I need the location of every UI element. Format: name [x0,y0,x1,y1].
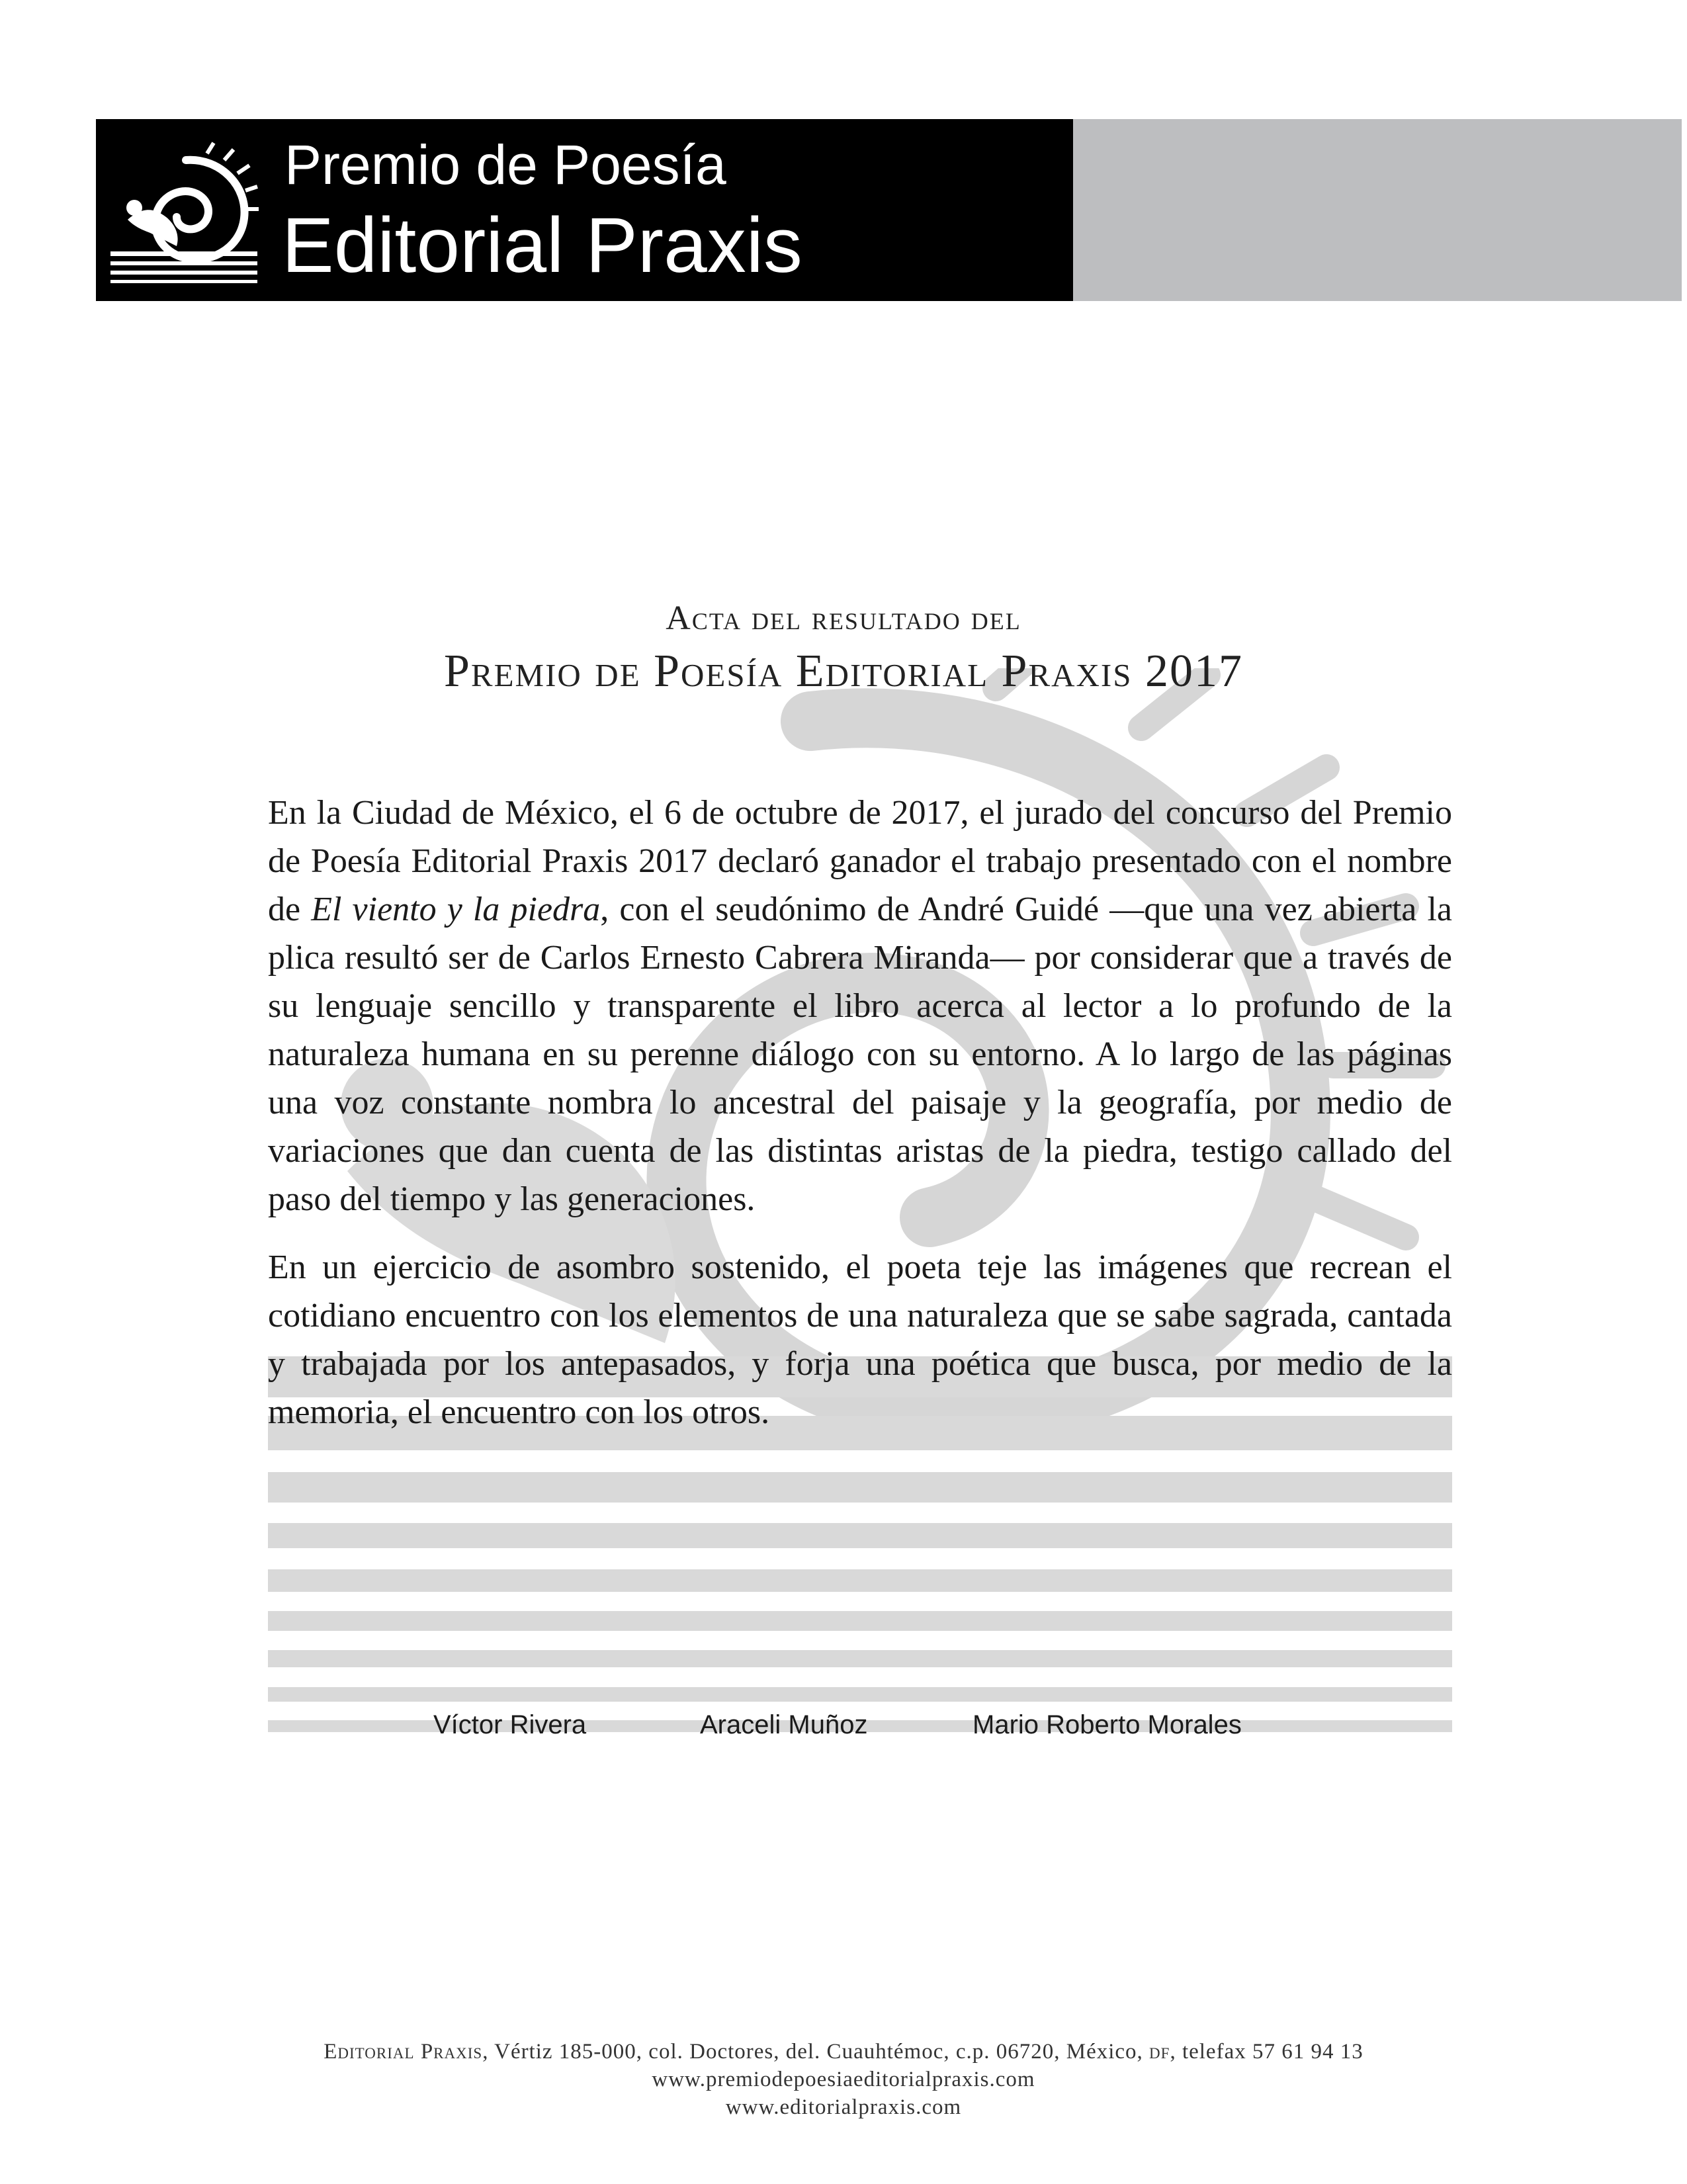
brand-title-line1: Premio de Poesía [284,134,726,196]
shell-logo-icon [108,134,260,286]
footer-address-b: , telefax 57 61 94 13 [1170,2040,1363,2064]
footer-url-publisher[interactable]: www.editorialpraxis.com [725,2095,962,2119]
paragraph-1-text-a: En la Ciudad de México, el 6 de octubre de 2017, el jurado del concurso del Premio de Poesía Editorial Praxis 2017 declaró ganador el trabajo presentado con el nombre de [268,794,1452,928]
juror-name: Araceli Muñoz [700,1710,868,1739]
brand-title-line2: Editorial Praxis [282,202,802,289]
footer-address-df: df [1149,2040,1170,2064]
body-paragraph-2: En un ejercicio de asombro sostenido, el poeta teje las imágenes que recrean el cotidiano encuentro con los elementos de una naturaleza que se sabe sagrada, cantada y trabajada por los antepasados, y forja una poética que busca, por medio de la memoria, el encuentro con los otros. [268,1248,1452,1431]
document-title-line2: Premio de Poesía Editorial Praxis 2017 [443,646,1243,697]
footer-url-contest[interactable]: www.premiodepoesiaeditorialpraxis.com [652,2068,1035,2091]
document-title-line1: Acta del resultado del [666,599,1021,637]
book-title: El viento y la piedra [311,891,601,928]
document-body [268,789,1452,1456]
header-banner [96,119,1073,301]
juror-name: Mario Roberto Morales [973,1710,1242,1739]
juror-name: Víctor Rivera [433,1710,587,1739]
juror-signatures [0,1710,1687,1750]
footer-address-a: , Vértiz 185-000, col. Doctores, del. Cuauhtémoc, c.p. 06720, México, [482,2040,1150,2064]
footer-publisher: Editorial Praxis [324,2040,483,2064]
footer-address [0,2038,1687,2066]
paragraph-1-text-b: , con el seudónimo de André Guidé —que una vez abierta la plica resultó ser de Carlos Ernesto Cabrera Miranda— por considerar que a través de su lenguaje sencillo y transparente el libro acerca al lector a lo profundo de la naturaleza humana en su perenne diálogo con su entorno. A lo largo de las páginas una voz constante nombra lo ancestral del paisaje y la geografía, por medio de variaciones que dan cuenta de las distintas aristas de la piedra, testigo callado del paso del tiempo y las generaciones. [268,891,1453,1218]
body-paragraph-1 [268,789,1452,1223]
footer [0,2038,1687,2121]
header-gray-panel [1073,119,1682,301]
